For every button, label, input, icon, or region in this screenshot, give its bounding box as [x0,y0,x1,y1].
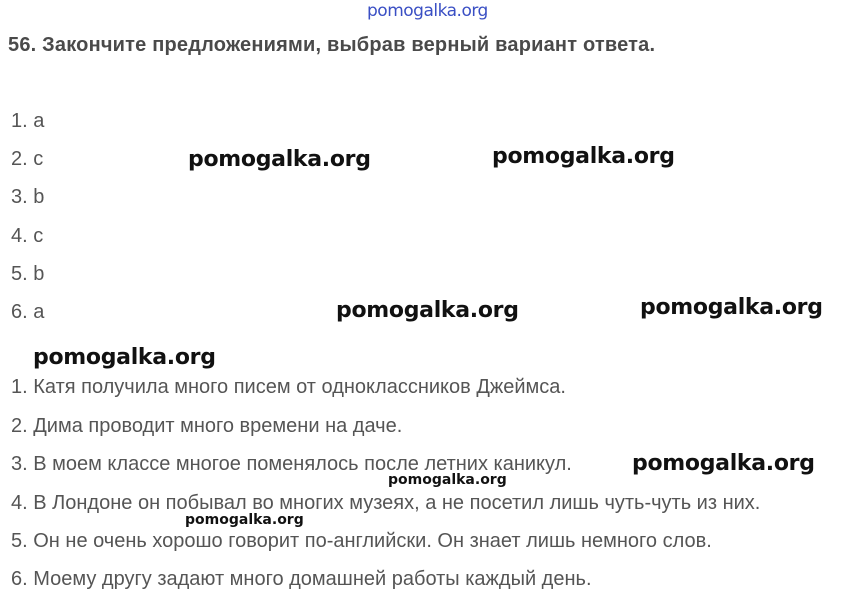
answer-item: 5. b [11,263,45,285]
watermark: pomogalka.org [640,295,823,320]
exercise-heading: 56. Закончите предложениями, выбрав верный вариант ответа. [8,34,656,56]
sentence-item: 5. Он не очень хорошо говорит по-английски. Он знает лишь немного слов. [11,530,712,552]
watermark: pomogalka.org [185,512,304,528]
watermark: pomogalka.org [388,472,507,488]
watermark: pomogalka.org [492,144,675,169]
sentence-item: 3. В моем классе многое поменялось после летних каникул. [11,453,572,475]
watermark: pomogalka.org [188,147,371,172]
sentence-item: 4. В Лондоне он побывал во многих музеях, а не посетил лишь чуть-чуть из них. [11,492,761,514]
watermark: pomogalka.org [33,345,216,370]
watermark: pomogalka.org [632,451,815,476]
sentence-item: 1. Катя получила много писем от одноклассников Джеймса. [11,376,566,398]
answer-item: 3. b [11,186,45,208]
answer-item: 4. c [11,225,44,247]
watermark: pomogalka.org [336,298,519,323]
answer-item: 2. c [11,148,44,170]
answer-item: 6. a [11,301,45,323]
answer-item: 1. a [11,110,45,132]
sentence-item: 6. Моему другу задают много домашней работы каждый день. [11,568,592,590]
site-watermark-top: pomogalka.org [367,1,488,21]
sentence-item: 2. Дима проводит много времени на даче. [11,415,403,437]
